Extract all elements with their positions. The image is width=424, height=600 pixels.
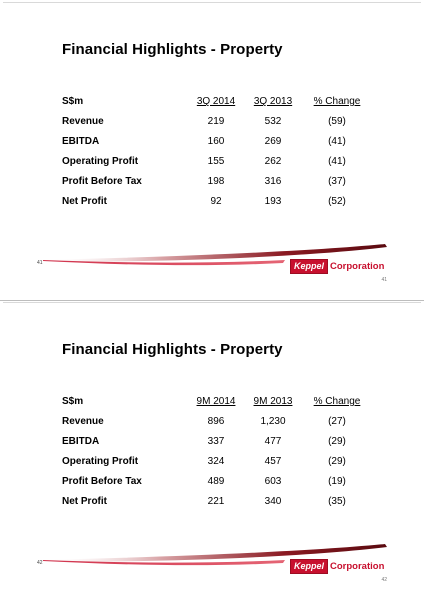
table-row-operating-profit [62,456,372,470]
row-col1: 160 [207,136,225,147]
table-row-net-profit [62,196,372,210]
page-divider [0,300,424,301]
row-col3: (19) [328,476,346,487]
row-col1: 219 [207,116,225,127]
logo-mark: Keppel [290,559,328,574]
row-col2: 262 [264,156,282,167]
table-row-operating-profit [62,156,372,170]
table-header-row [62,96,372,110]
header-col3: % Change [313,396,361,407]
row-label: EBITDA [62,436,100,447]
row-label: Operating Profit [62,156,139,167]
row-label: Revenue [62,416,104,427]
table-row-revenue [62,116,372,130]
row-col1: 221 [207,496,225,507]
row-label: Profit Before Tax [62,476,142,487]
table-row-profit-before-tax [62,176,372,190]
row-col3: (29) [328,436,346,447]
slide-title: Financial Highlights - Property [62,341,283,358]
row-label: EBITDA [62,136,100,147]
header-col2: 9M 2013 [253,396,293,407]
row-label: Revenue [62,116,104,127]
logo-mark: Keppel [290,259,328,274]
row-col2: 532 [264,116,282,127]
logo-word: Corporation [330,260,385,272]
table-row-net-profit [62,496,372,510]
row-label: Profit Before Tax [62,176,142,187]
row-col1: 489 [207,476,225,487]
page-number-right: 41 [381,277,387,283]
row-col2: 340 [264,496,282,507]
table-row-ebitda [62,436,372,450]
page-number-left: 41 [37,260,43,266]
keppel-logo [290,259,384,273]
row-col2: 316 [264,176,282,187]
row-col3: (59) [328,116,346,127]
row-col3: (37) [328,176,346,187]
row-label: Net Profit [62,496,107,507]
header-col1: 3Q 2014 [196,96,236,107]
row-col2: 457 [264,456,282,467]
row-col3: (52) [328,196,346,207]
header-col1: 9M 2014 [196,396,236,407]
table-row-ebitda [62,136,372,150]
row-col3: (27) [328,416,346,427]
header-col2: 3Q 2013 [253,96,293,107]
row-col2: 193 [264,196,282,207]
slide-42 [3,302,421,596]
slide-title: Financial Highlights - Property [62,41,283,58]
row-label: Operating Profit [62,456,139,467]
row-col2: 477 [264,436,282,447]
header-label: S$m [62,96,84,107]
row-col3: (41) [328,136,346,147]
keppel-logo [290,559,384,573]
header-label: S$m [62,396,84,407]
page-number-left: 42 [37,560,43,566]
row-col1: 198 [207,176,225,187]
row-col2: 269 [264,136,282,147]
slide-41 [3,2,421,296]
logo-word: Corporation [330,560,385,572]
row-col2: 1,230 [260,416,286,427]
row-col3: (41) [328,156,346,167]
row-col2: 603 [264,476,282,487]
page-number-right: 42 [381,577,387,583]
header-col3: % Change [313,96,361,107]
row-col1: 324 [207,456,225,467]
table-header-row [62,396,372,410]
row-label: Net Profit [62,196,107,207]
row-col3: (35) [328,496,346,507]
row-col1: 155 [207,156,225,167]
table-row-revenue [62,416,372,430]
row-col1: 92 [210,196,222,207]
row-col3: (29) [328,456,346,467]
row-col1: 896 [207,416,225,427]
table-row-profit-before-tax [62,476,372,490]
row-col1: 337 [207,436,225,447]
